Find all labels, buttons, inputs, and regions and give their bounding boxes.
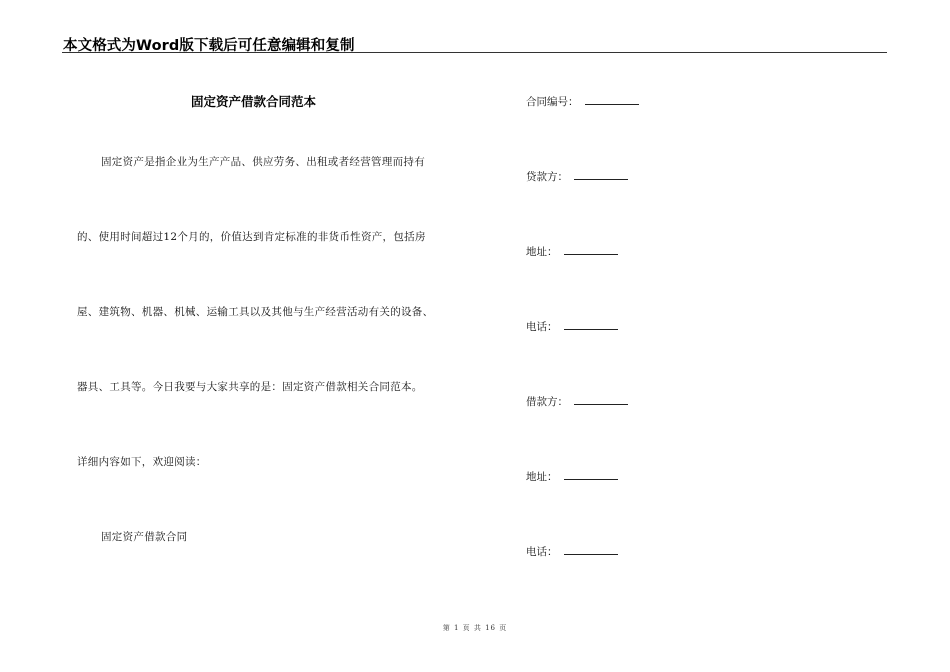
paragraph-line: 详细内容如下，欢迎阅读： xyxy=(77,456,207,468)
paragraph-line: 屋、建筑物、机器、机械、运输工具以及其他与生产经营活动有关的设备、 xyxy=(77,306,434,318)
fill-blank[interactable] xyxy=(585,93,639,105)
borrower-phone-field xyxy=(526,543,618,559)
paragraph-line: 固定资产是指企业为生产产品、供应劳务、出租或者经营管理而持有 xyxy=(101,156,425,168)
field-label: 电话： xyxy=(526,321,558,333)
field-label: 地址： xyxy=(526,246,558,258)
lender-address-field xyxy=(526,243,618,259)
paragraph-line: 器具、工具等。今日我要与大家共享的是：固定资产借款相关合同范本。 xyxy=(77,381,423,393)
fill-blank[interactable] xyxy=(574,393,628,405)
contract-number-field xyxy=(526,93,639,109)
borrower-address-field xyxy=(526,468,618,484)
fill-blank[interactable] xyxy=(564,243,618,255)
document-title: 固定资产借款合同范本 xyxy=(191,94,317,109)
field-label: 地址： xyxy=(526,471,558,483)
fill-blank[interactable] xyxy=(574,168,628,180)
field-label: 贷款方： xyxy=(526,171,568,183)
field-label: 合同编号： xyxy=(526,96,579,108)
document-header-banner: 本文格式为Word版下载后可任意编辑和复制 xyxy=(63,38,355,54)
field-label: 借款方： xyxy=(526,396,568,408)
lender-phone-field xyxy=(526,318,618,334)
page-number-footer: 第 1 页 共 16 页 xyxy=(442,624,508,632)
fill-blank[interactable] xyxy=(564,318,618,330)
fill-blank[interactable] xyxy=(564,468,618,480)
borrower-field xyxy=(526,393,628,409)
fill-blank[interactable] xyxy=(564,543,618,555)
contract-subtitle: 固定资产借款合同 xyxy=(101,531,188,543)
field-label: 电话： xyxy=(526,546,558,558)
lender-field xyxy=(526,168,628,184)
header-divider xyxy=(62,52,887,53)
paragraph-line: 的、使用时间超过12个月的，价值达到肯定标准的非货币性资产，包括房 xyxy=(77,231,426,243)
